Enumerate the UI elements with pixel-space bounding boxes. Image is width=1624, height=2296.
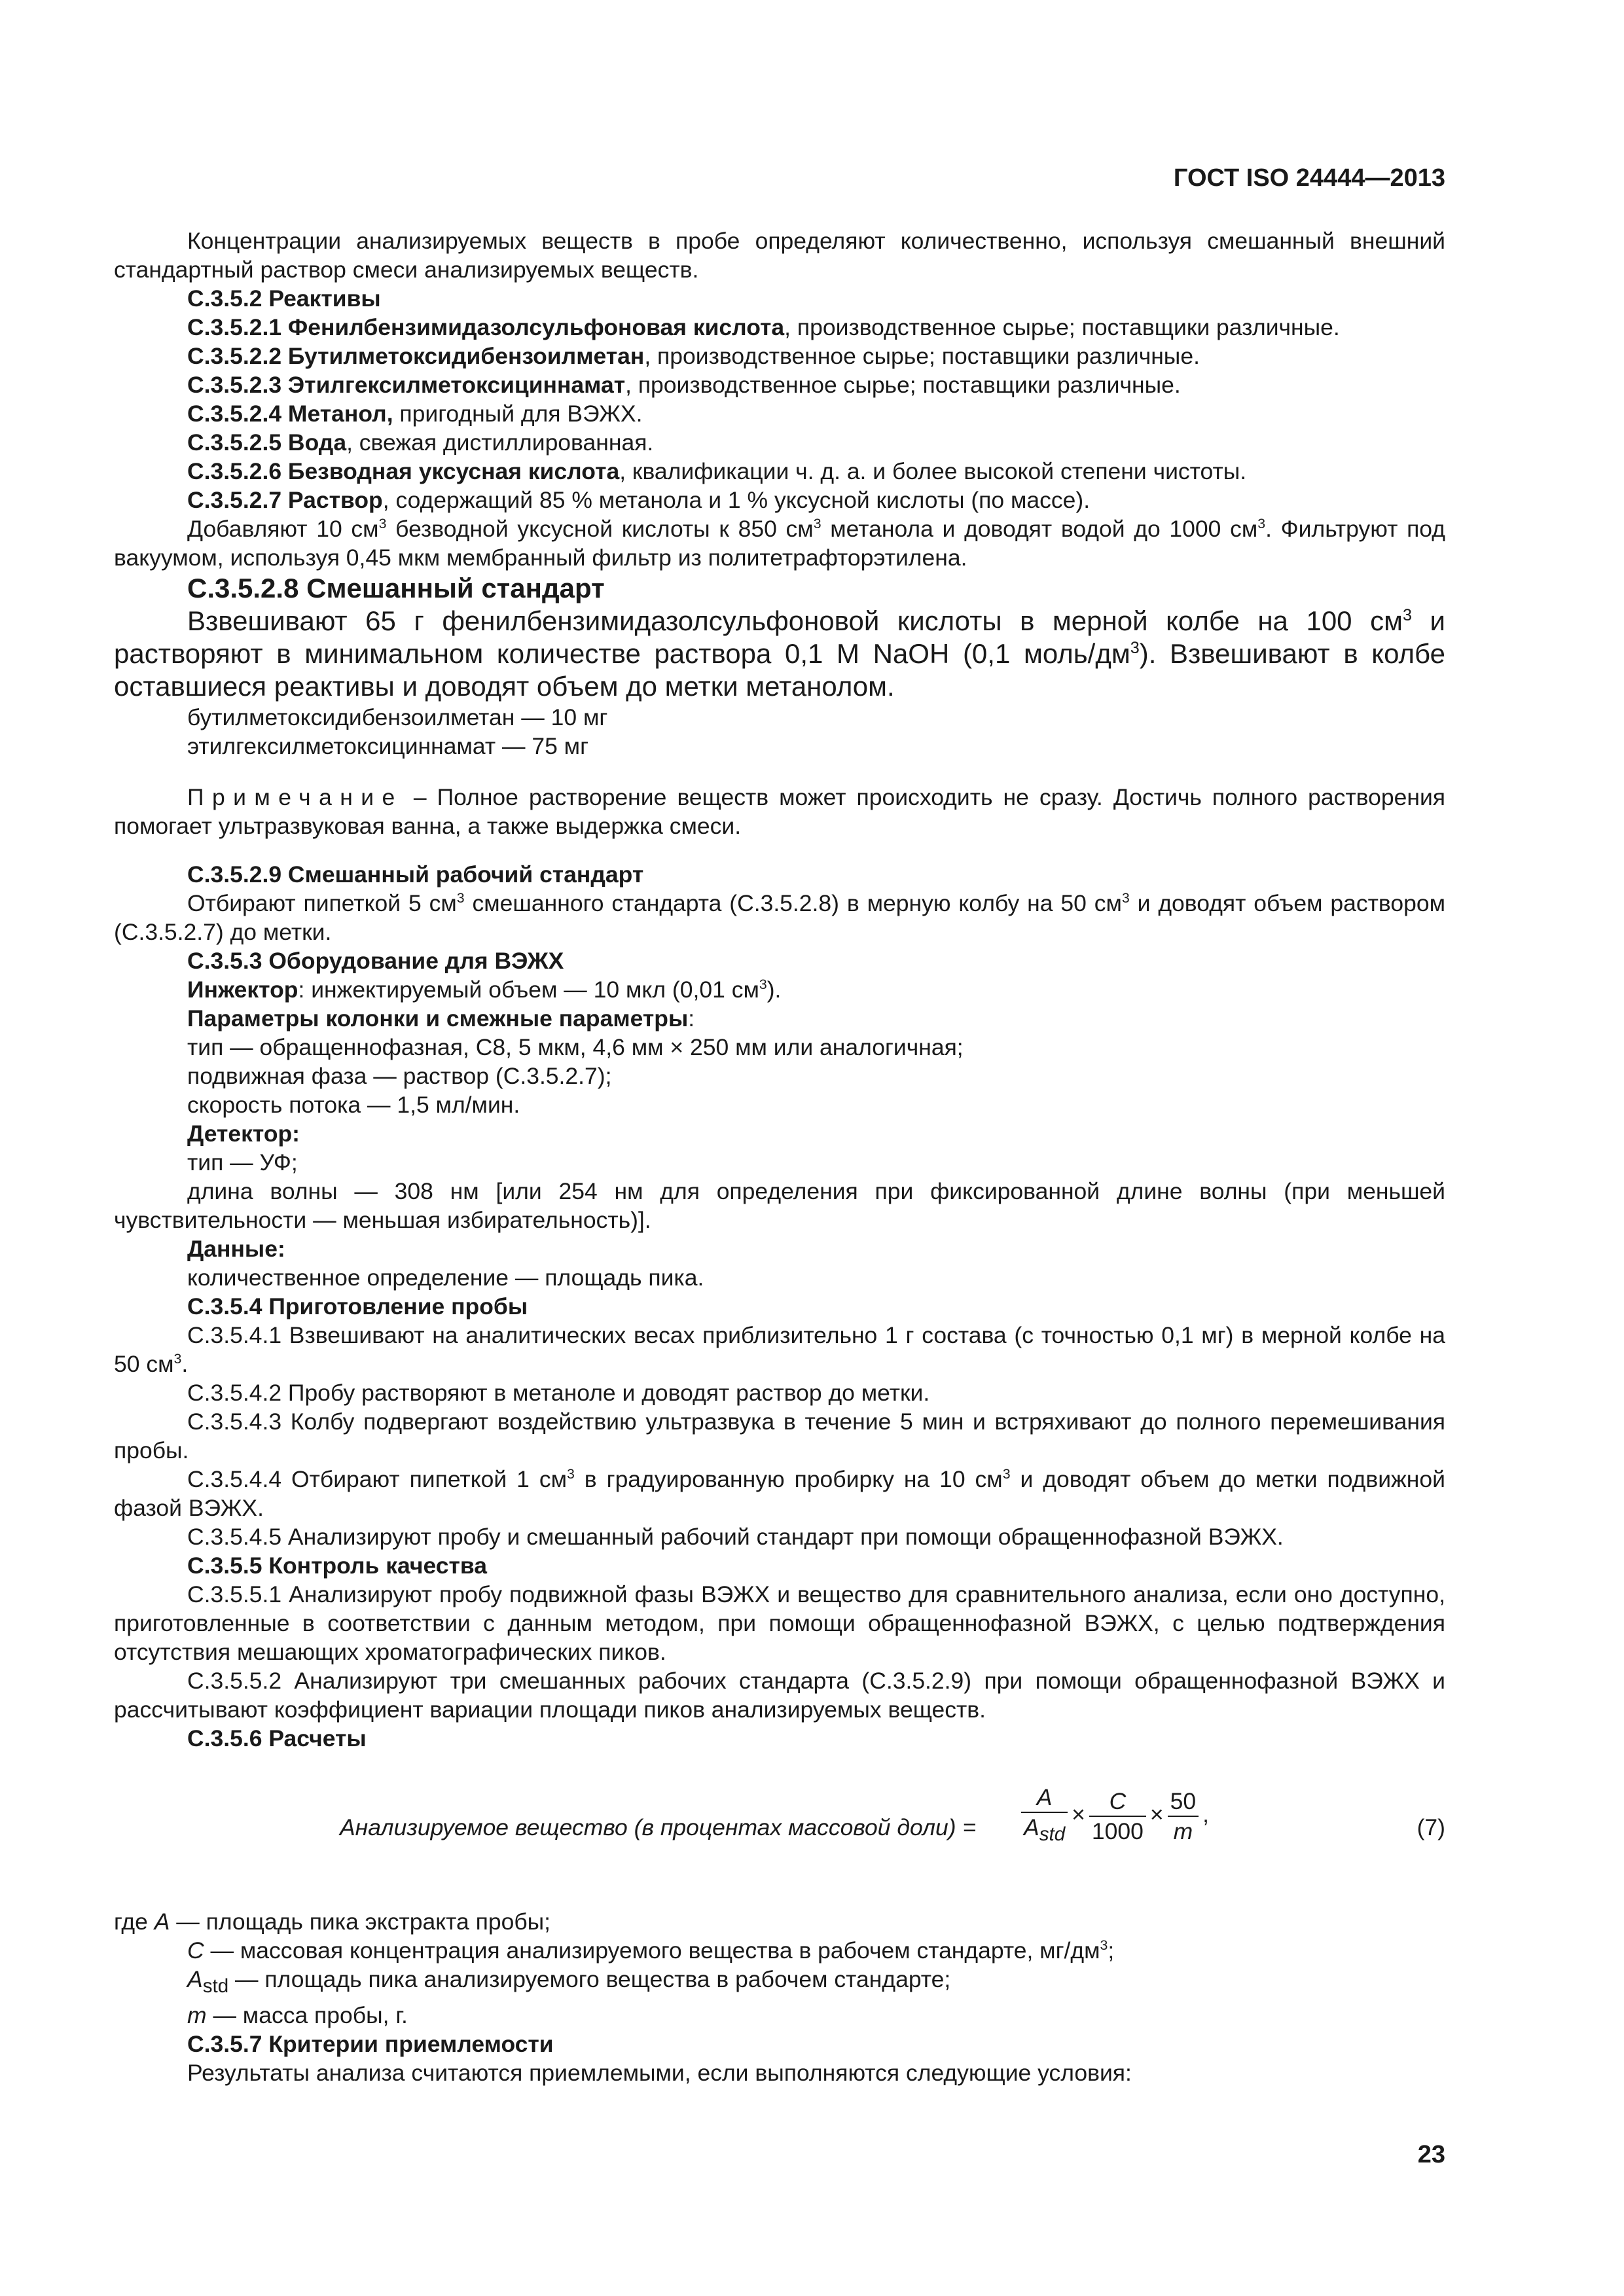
- reagent-item: С.3.5.2.3 Этилгексилметоксициннамат, производственное сырье; поставщики различные.: [187, 372, 1181, 398]
- section-heading: С.3.5.5 Контроль качества: [187, 1552, 487, 1579]
- prep-step: С.3.5.4.1 Взвешивают на аналитических весах приблизительно 1 г состава (с точностью 0,1 мг) в мерной колбе на 50 $см^3$.: [114, 1322, 1445, 1377]
- prep-step: С.3.5.4.4 Отбирают пипеткой 1 $см^3$ в градуированную пробирку на 10 $см^3$ и доводят объем до метки подвижной фазой ВЭЖХ.: [114, 1466, 1445, 1521]
- section-heading: С.3.5.4 Приготовление пробы: [187, 1293, 528, 1319]
- working-standard-paragraph: Отбирают пипеткой 5 $см^3$ смешанного стандарта (С.3.5.2.8) в мерную колбу на 50 $см^3$ и доводят объем раствором (С.3.5.2.7) до метки.: [114, 890, 1445, 945]
- section-heading: С.3.5.6 Расчеты: [187, 1725, 367, 1751]
- equation-number: (7): [1416, 1814, 1445, 1840]
- reagent-item: С.3.5.2.6 Безводная уксусная кислота, квалификации ч. д. а. и более высокой степени чистоты.: [187, 458, 1247, 484]
- section-heading: С.3.5.3 Оборудование для ВЭЖХ: [187, 948, 564, 974]
- prep-step: С.3.5.4.3 Колбу подвергают воздействию ультразвука в течение 5 мин и встряхивают до полного перемешивания пробы.: [114, 1408, 1445, 1463]
- definition-a: где A — площадь пика экстракта пробы;: [114, 1909, 551, 1935]
- reagent-item: С.3.5.2.1 Фенилбензимидазолсульфоновая кислота, производственное сырье; поставщики различные.: [187, 314, 1340, 340]
- formula-7: [114, 1779, 1445, 1884]
- criteria-paragraph: Результаты анализа считаются приемлемыми, если выполняются следующие условия:: [187, 2060, 1132, 2087]
- section-heading: С.3.5.7 Критерии приемлемости: [187, 2031, 554, 2058]
- section-heading: С.3.5.2.8 Смешанный стандарт: [187, 573, 605, 603]
- section-heading: С.3.5.2.9 Смешанный рабочий стандарт: [187, 861, 644, 888]
- page-number: 23: [1417, 2141, 1445, 2168]
- formula-rhs: $\frac{A}{A_{std}}$ × $\frac{C}{1000}$ × $\frac{50}{m}$ ,: [1017, 1783, 1209, 1849]
- fraction-a: $\frac{A}{A_{std}}$: [1021, 1783, 1068, 1849]
- definition-astd: $A_{std}$ — площадь пика анализируемого вещества в рабочем стандарте;: [187, 1966, 951, 1998]
- prep-step: С.3.5.4.2 Пробу растворяют в метаноле и доводят раствор до метки.: [187, 1380, 930, 1406]
- section-heading: С.3.5.2 Реактивы: [187, 285, 381, 312]
- intro-paragraph: Концентрации анализируемых веществ в пробе определяют количественно, используя смешанный внешний стандартный раствор смеси анализируемых веществ.: [114, 228, 1445, 283]
- fraction-c: $\frac{C}{1000}$: [1089, 1787, 1146, 1846]
- document-header: ГОСТ ISO 24444—2013: [1173, 164, 1445, 192]
- fraction-m: $\frac{50}{m}$: [1168, 1787, 1199, 1846]
- injector-line: Инжектор: инжектируемый объем — 10 мкл (0,01 $см^3$).: [187, 977, 782, 1003]
- mix-item: этилгексилметоксициннамат — 75 мг: [187, 733, 589, 759]
- document-body: [114, 226, 1445, 2087]
- reagent-item: С.3.5.2.4 Метанол, пригодный для ВЭЖХ.: [187, 401, 643, 427]
- detector-item: тип — УФ;: [187, 1149, 298, 1175]
- detector-item: длина волны — 308 нм [или 254 нм для определения при фиксированной длине волны (при меньшей чувствительности — меньшая избирательность)].: [114, 1178, 1445, 1233]
- column-item: подвижная фаза — раствор (С.3.5.2.7);: [187, 1063, 612, 1089]
- detector-heading: Детектор:: [187, 1121, 300, 1147]
- prep-step: С.3.5.4.5 Анализируют пробу и смешанный рабочий стандарт при помощи обращеннофазной ВЭЖХ.: [187, 1524, 1284, 1550]
- column-item: тип — обращеннофазная, C8, 5 мкм, 4,6 мм × 250 мм или аналогичная;: [187, 1034, 964, 1060]
- solution-paragraph: Добавляют 10 $см^3$ безводной уксусной кислоты к 850 $см^3$ метанола и доводят водой до 1000 $см^3$. Фильтруют под вакуумом, используя 0,45 мкм мембранный фильтр из политетрафторэтилена.: [114, 516, 1445, 571]
- reagent-item: С.3.5.2.7 Раствор, содержащий 85 % метанола и 1 % уксусной кислоты (по массе).: [187, 487, 1091, 513]
- mixed-standard-paragraph: Взвешивают 65 г фенилбензимидазолсульфоновой кислоты в мерной колбе на 100 $см^3$ и растворяют в минимальном количестве раствора 0,1 М NaOH (0,1 моль/$дм^3$). Взвешивают в колбе оставшиеся реактивы и доводят объем до метки метанолом.: [114, 605, 1446, 702]
- note-paragraph: Примечание – Полное растворение веществ может происходить не сразу. Достичь полного растворения помогает ультразвуковая ванна, а также выдержка смеси.: [114, 784, 1445, 839]
- column-heading: Параметры колонки и смежные параметры:: [187, 1005, 695, 1031]
- definition-m: m — масса пробы, г.: [187, 2002, 408, 2029]
- reagent-item: С.3.5.2.2 Бутилметоксидибензоилметан, производственное сырье; поставщики различные.: [187, 343, 1200, 369]
- mix-item: бутилметоксидибензоилметан — 10 мг: [187, 704, 608, 730]
- qc-step: С.3.5.5.2 Анализируют три смешанных рабочих стандарта (С.3.5.2.9) при помощи обращеннофазной ВЭЖХ и рассчитывают коэффициент вариации площади пиков анализируемых веществ.: [114, 1668, 1445, 1723]
- data-item: количественное определение — площадь пика.: [187, 1265, 704, 1291]
- reagent-item: С.3.5.2.5 Вода, свежая дистиллированная.: [187, 429, 654, 456]
- qc-step: С.3.5.5.1 Анализируют пробу подвижной фазы ВЭЖХ и вещество для сравнительного анализа, если оно доступно, приготовленные в соответствии с данным методом, при помощи обращеннофазной ВЭЖХ, с целью подтверждения отсутствия мешающих хроматографических пиков.: [114, 1581, 1445, 1665]
- data-heading: Данные:: [187, 1236, 285, 1262]
- column-item: скорость потока — 1,5 мл/мин.: [187, 1092, 520, 1118]
- formula-lhs: Анализируемое вещество (в процентах массовой доли) =: [340, 1814, 977, 1840]
- definition-c: C — массовая концентрация анализируемого вещества в рабочем стандарте, $мг/дм^3$;: [187, 1937, 1115, 1964]
